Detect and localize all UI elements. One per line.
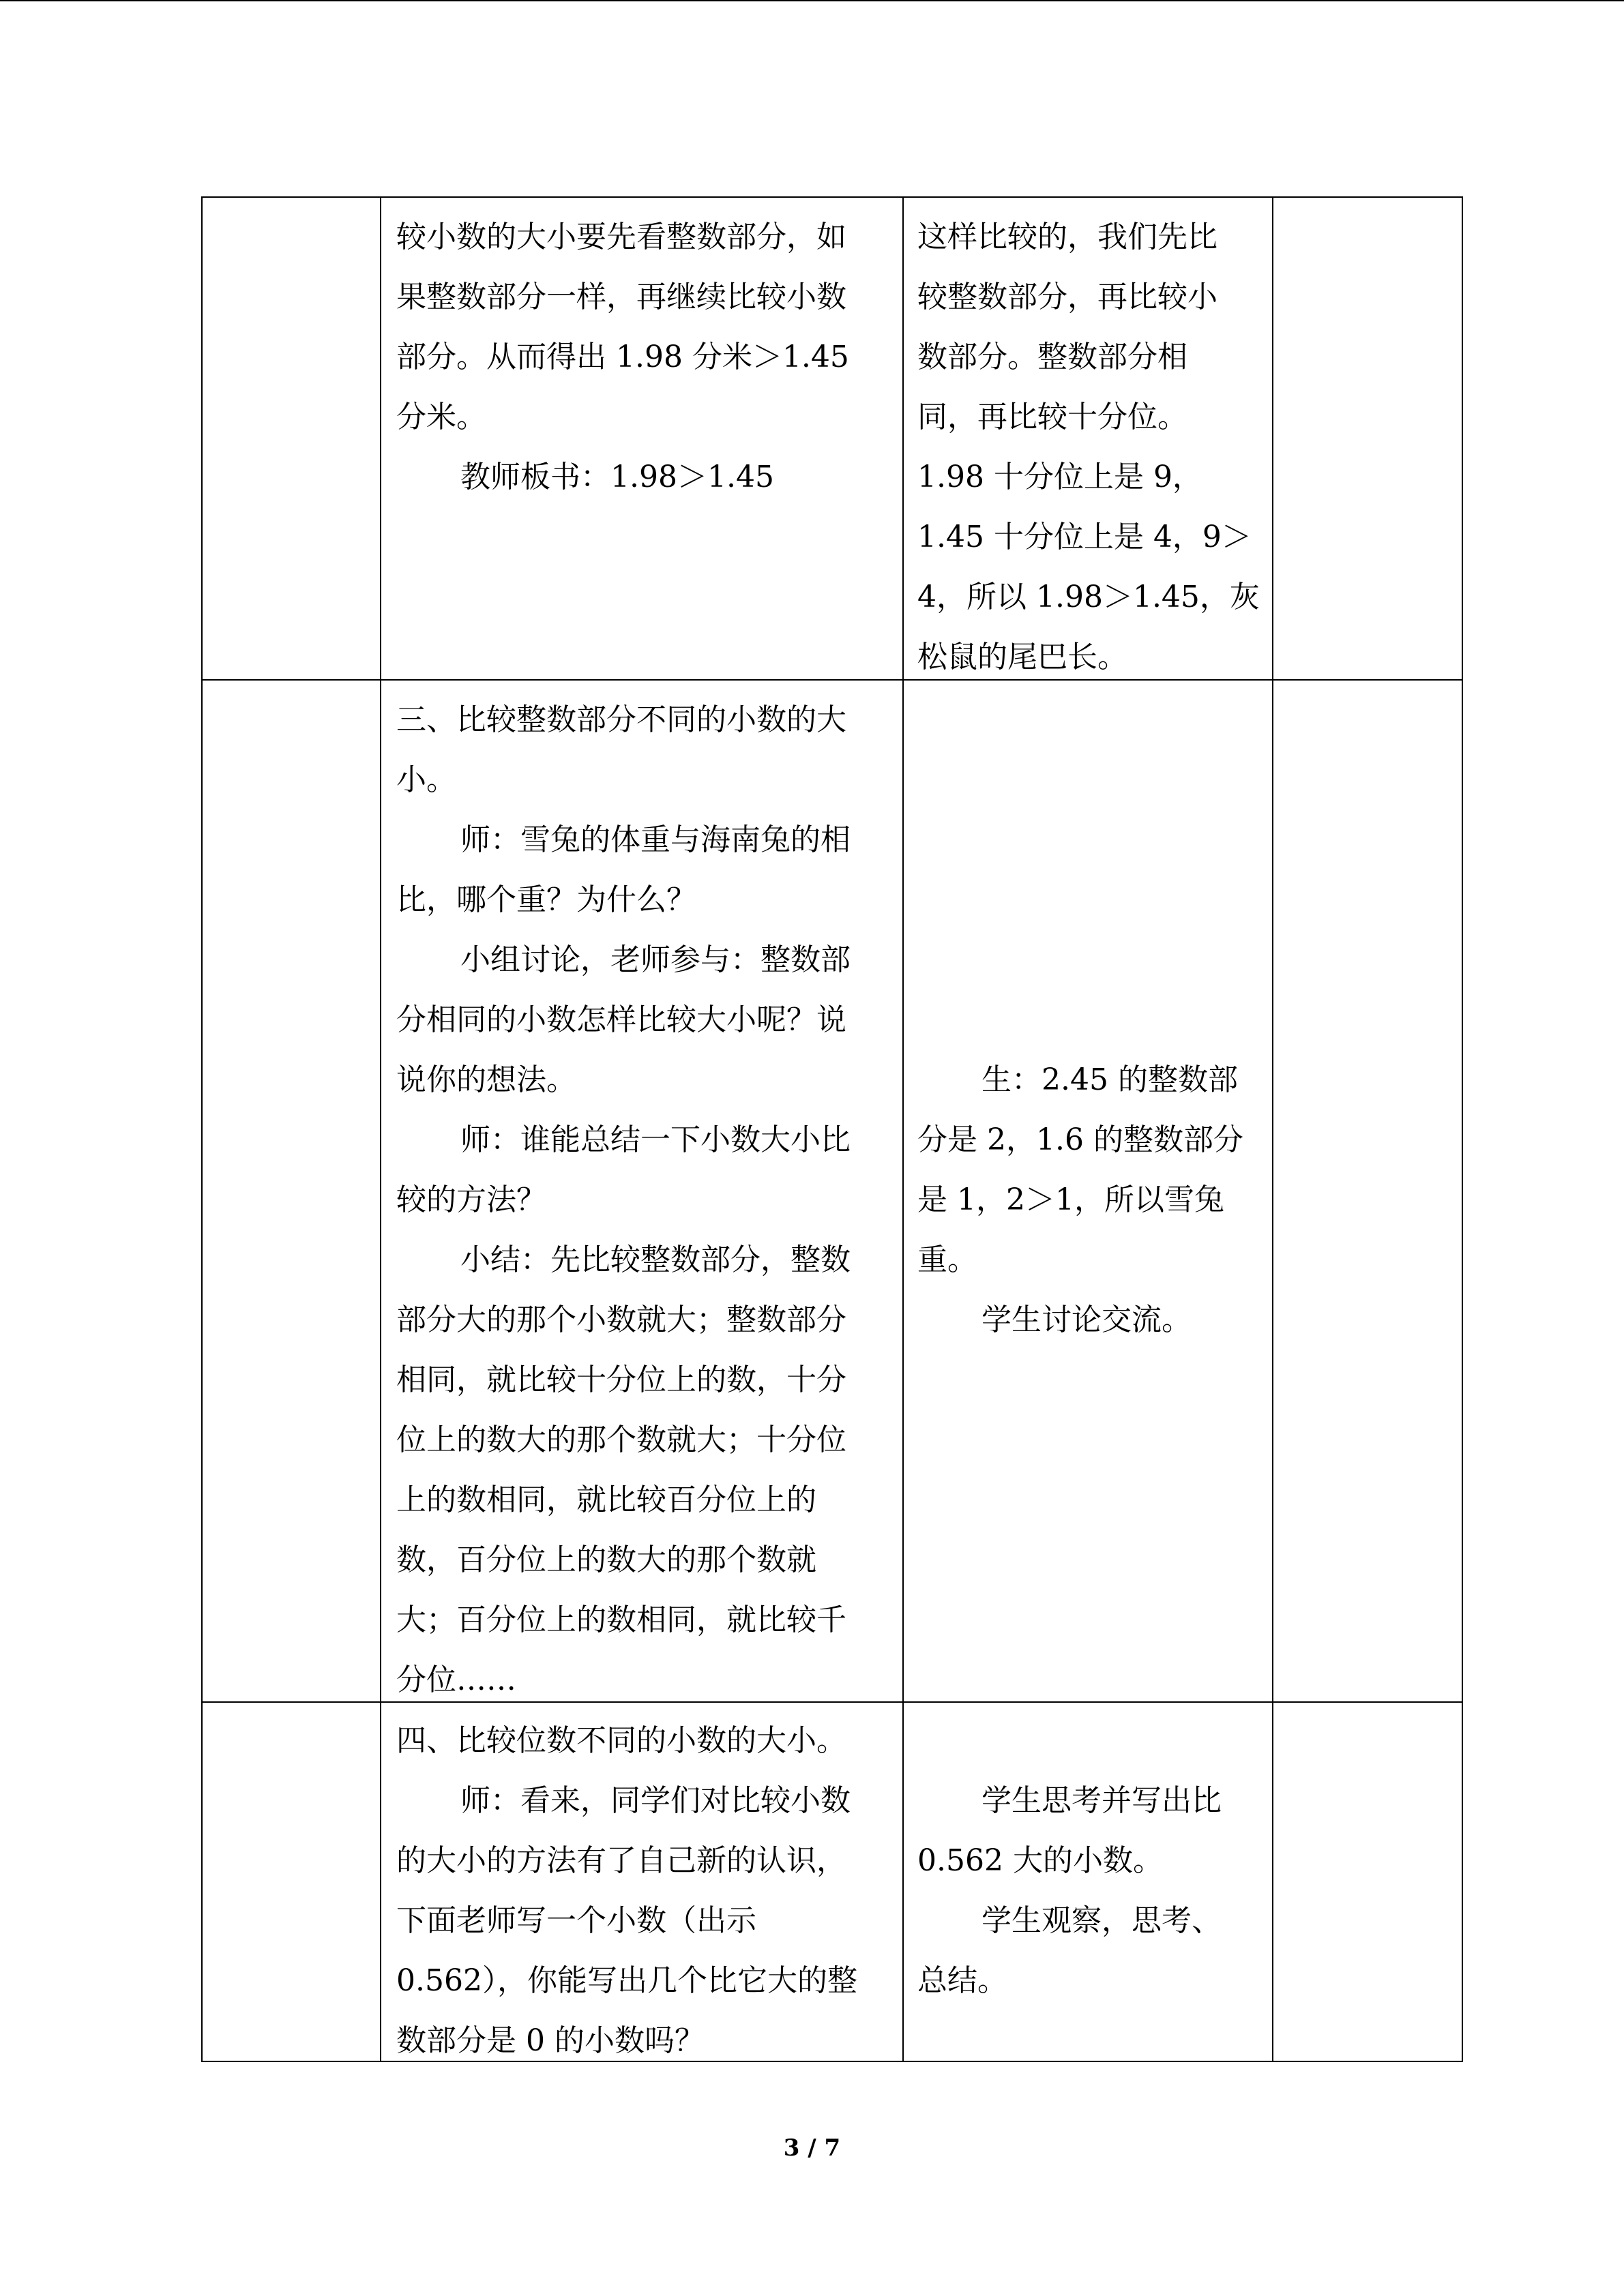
row3-student-line-2: 0.562 大的小数。 [917,1843,1163,1878]
row2-content-line-1: 三、比较整数部分不同的小数的大 [396,702,846,737]
row2-content-line-7: 说你的想法。 [396,1062,576,1097]
row2-content-line-2: 小。 [396,762,456,797]
row3-student-line-1: 学生思考并写出比 [981,1783,1222,1818]
row1-stage-cell [203,198,380,679]
row1-student-line-5: 1.98 十分位上是 9， [917,460,1202,494]
row2-content-line-5: 小组讨论，老师参与：整数部 [460,942,851,977]
row1-student-line-3: 数部分。整数部分相 [917,340,1187,374]
column-divider [902,198,904,2061]
row3-stage-cell [203,1703,380,2061]
row3-content-line-3: 的大小的方法有了自己新的认识， [396,1843,846,1878]
row1-student-line-1: 这样比较的，我们先比 [917,220,1217,254]
row1-content-cell [396,207,894,507]
row1-student-cell [917,207,1267,687]
row2-content-line-14: 上的数相同，就比较百分位上的 [396,1482,816,1517]
row1-student-line-7: 4，所以 1.98＞1.45，灰 [917,580,1260,614]
row1-student-line-2: 较整数部分，再比较小 [917,280,1217,314]
row2-content-line-3: 师：雪兔的体重与海南兔的相 [460,822,851,857]
row3-content-line-5: 0.562），你能写出几个比它大的整 [396,1963,857,1998]
row3-content-line-4: 下面老师写一个小数（出示 [396,1903,756,1938]
row2-student-line-3: 是 1，2＞1，所以雪兔 [917,1182,1224,1217]
row2-student-line-5: 学生讨论交流。 [981,1302,1192,1337]
row1-content-line-5: 教师板书：1.98＞1.45 [460,460,774,494]
row2-student-line-2: 分是 2，1.6 的整数部分 [917,1122,1243,1157]
lesson-table [201,196,1463,2062]
row3-content-cell [396,1711,894,2071]
row2-stage-cell [203,681,380,1701]
row3-content-line-2: 师：看来，同学们对比较小数 [460,1783,851,1818]
row2-content-line-15: 数，百分位上的数大的那个数就 [396,1542,816,1577]
row1-content-line-2: 果整数部分一样，再继续比较小数 [396,280,846,314]
row2-content-line-13: 位上的数大的那个数就大；十分位 [396,1422,846,1457]
row2-content-line-6: 分相同的小数怎样比较大小呢？说 [396,1002,846,1037]
row3-content-line-6: 数部分是 0 的小数吗？ [396,2023,705,2058]
row2-content-line-9: 较的方法？ [396,1182,546,1217]
row2-content-line-4: 比，哪个重？为什么？ [396,882,696,917]
row3-content-line-1: 四、比较位数不同的小数的大小。 [396,1723,846,1758]
row1-notes-cell [1273,198,1462,679]
row1-content-line-3: 部分。从而得出 1.98 分米＞1.45 [396,340,849,374]
top-rule [0,0,1624,1]
row2-student-cell [917,1050,1267,1350]
row2-content-line-16: 大；百分位上的数相同，就比较千 [396,1602,846,1637]
row1-student-line-6: 1.45 十分位上是 4，9＞ [917,520,1252,554]
row2-student-line-1: 生：2.45 的整数部 [981,1062,1238,1097]
row3-student-cell [917,1771,1267,2011]
row2-content-line-10: 小结：先比较整数部分，整数 [460,1242,851,1277]
row3-student-line-4: 总结。 [917,1963,1007,1998]
row1-content-line-4: 分米。 [396,400,486,434]
page-number: 3 / 7 [783,2134,841,2162]
row2-content-line-17: 分位…… [396,1663,516,1697]
row1-content-line-1: 较小数的大小要先看整数部分，如 [396,220,846,254]
row2-content-line-11: 部分大的那个小数就大；整数部分 [396,1302,846,1337]
row2-content-line-8: 师：谁能总结一下小数大小比 [460,1122,851,1157]
row1-student-line-4: 同，再比较十分位。 [917,400,1187,434]
row2-notes-cell [1273,681,1462,1701]
row2-content-line-12: 相同，就比较十分位上的数，十分 [396,1362,846,1397]
column-divider [380,198,381,2061]
row3-notes-cell [1273,1703,1462,2061]
row2-student-line-4: 重。 [917,1242,977,1277]
row1-student-line-8: 松鼠的尾巴长。 [917,640,1127,674]
row3-student-line-3: 学生观察，思考、 [981,1903,1222,1938]
row2-content-cell [396,690,894,1710]
